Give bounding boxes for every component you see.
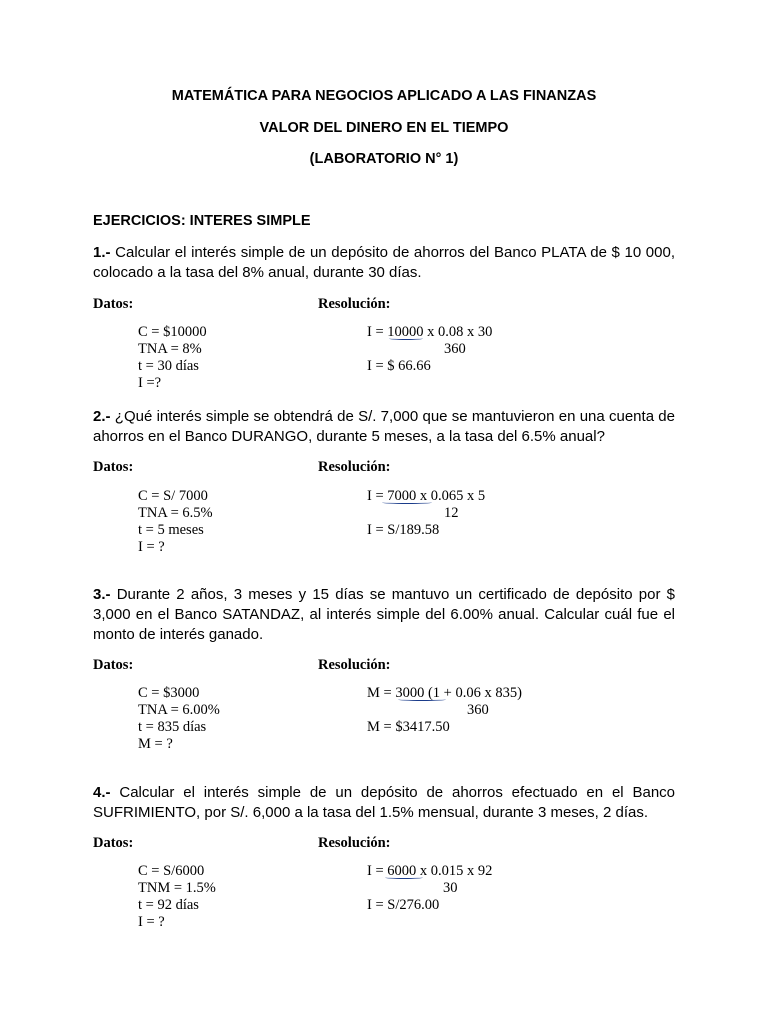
datos-line: I =?: [138, 375, 162, 391]
datos-line: M = ?: [138, 736, 173, 752]
exercise-2-datos: [138, 488, 213, 556]
exercise-3-statement: [93, 585, 675, 645]
exercise-4-datos-label: Datos:: [93, 835, 134, 851]
document-subtitle: VALOR DEL DINERO EN EL TIEMPO: [259, 120, 509, 136]
handwritten-underline: [398, 698, 446, 701]
formula-line: I = 6000 x 0.015 x 92: [367, 863, 493, 879]
formula-result: I = S/189.58: [367, 522, 440, 538]
datos-line: t = 30 días: [138, 358, 199, 374]
formula-line: I = 10000 x 0.08 x 30: [367, 324, 493, 340]
datos-line: C = $10000: [138, 324, 207, 340]
document-title: MATEMÁTICA PARA NEGOCIOS APLICADO A LAS FINANZAS: [171, 88, 597, 104]
exercise-4-datos: [138, 863, 216, 931]
exercise-2-statement: [93, 407, 675, 447]
formula-denominator: 12: [444, 505, 459, 521]
datos-line: TNM = 1.5%: [138, 880, 216, 896]
datos-line: t = 835 días: [138, 719, 207, 735]
exercise-4-resolucion-label: Resolución:: [318, 835, 391, 851]
formula-result: I = $ 66.66: [367, 358, 431, 374]
datos-line: TNA = 8%: [138, 341, 202, 357]
exercise-3-text: Durante 2 años, 3 meses y 15 días se mantuvo un certificado de depósito por $ 3,000 en el Banco SATANDAZ, al interés simple del 6.00% anual. Calcular cuál fue el monto de interés ganado.: [93, 586, 675, 643]
formula-result: M = $3417.50: [367, 719, 450, 735]
section-title: EJERCICIOS: INTERES SIMPLE: [93, 213, 311, 229]
exercise-2-resolucion: [367, 488, 485, 539]
handwritten-underline: [382, 501, 432, 504]
exercise-2-number: 2.-: [93, 408, 111, 425]
exercise-3-datos: [138, 685, 220, 753]
datos-line: t = 92 días: [138, 897, 199, 913]
exercise-3-resolucion: [367, 685, 522, 736]
datos-line: I = ?: [138, 539, 165, 555]
exercise-3-resolucion-label: Resolución:: [318, 657, 391, 673]
exercise-4-statement: [93, 783, 675, 823]
exercise-4-resolucion: [367, 863, 492, 914]
exercise-4-text: Calcular el interés simple de un depósito de ahorros efectuado en el Banco SUFRIMIENTO, por S/. 6,000 a la tasa del 1.5% mensual, durante 3 meses, 2 días.: [93, 784, 675, 821]
formula-line: M = 3000 (1 + 0.06 x 835): [367, 685, 522, 701]
exercise-4-number: 4.-: [93, 784, 111, 801]
handwritten-underline: [389, 337, 423, 340]
exercise-1-resolucion: [367, 324, 492, 375]
exercise-1-text: Calcular el interés simple de un depósito de ahorros del Banco PLATA de $ 10 000, colocado a la tasa del 8% anual, durante 30 días.: [93, 244, 675, 281]
exercise-3-datos-label: Datos:: [93, 657, 134, 673]
formula-line: I = 7000 x 0.065 x 5: [367, 488, 486, 504]
exercise-1-datos-label: Datos:: [93, 296, 134, 312]
exercise-2-datos-label: Datos:: [93, 459, 134, 475]
lab-number: (LABORATORIO N° 1): [309, 151, 459, 167]
handwritten-underline: [385, 876, 423, 879]
datos-line: I = ?: [138, 914, 165, 930]
exercise-2-text: ¿Qué interés simple se obtendrá de S/. 7,000 que se mantuvieron en una cuenta de ahorros en el Banco DURANGO, durante 5 meses, a la tasa del 6.5% anual?: [93, 408, 675, 445]
exercise-1-resolucion-label: Resolución:: [318, 296, 391, 312]
exercise-1-datos: [138, 324, 207, 392]
formula-denominator: 360: [467, 702, 489, 718]
datos-line: TNA = 6.00%: [138, 702, 220, 718]
formula-result: I = S/276.00: [367, 897, 440, 913]
exercise-2-resolucion-label: Resolución:: [318, 459, 391, 475]
exercise-1-number: 1.-: [93, 244, 111, 261]
datos-line: C = $3000: [138, 685, 200, 701]
datos-line: TNA = 6.5%: [138, 505, 213, 521]
datos-line: t = 5 meses: [138, 522, 204, 538]
datos-line: C = S/ 7000: [138, 488, 208, 504]
exercise-3-number: 3.-: [93, 586, 111, 603]
datos-line: C = S/6000: [138, 863, 205, 879]
formula-denominator: 30: [443, 880, 458, 896]
exercise-1-statement: [93, 243, 675, 283]
formula-denominator: 360: [444, 341, 466, 357]
